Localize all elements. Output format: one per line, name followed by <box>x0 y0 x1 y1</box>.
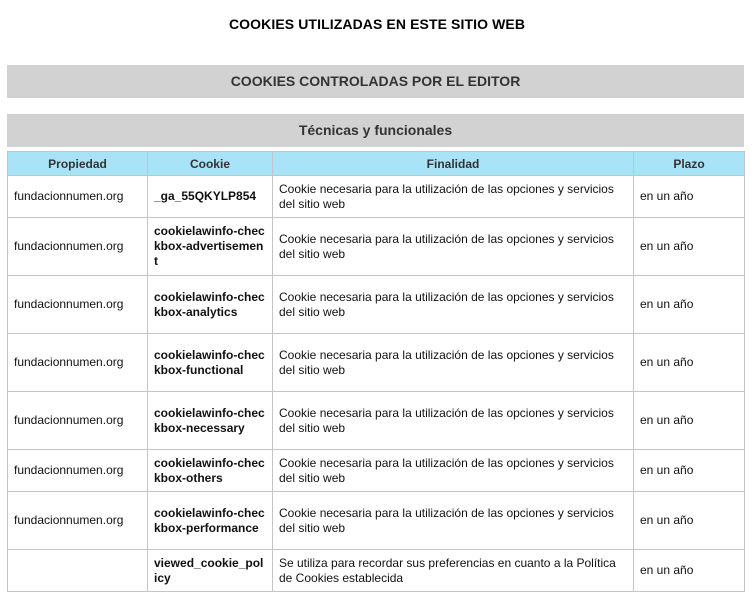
cell-finalidad: Cookie necesaria para la utilización de las opciones y servicios del sitio web <box>273 176 634 218</box>
cell-cookie: viewed_cookie_policy <box>148 550 273 592</box>
cell-cookie: cookielawinfo-checkbox-others <box>148 450 273 492</box>
table-header-row <box>8 152 745 176</box>
table-row <box>8 276 745 334</box>
cell-finalidad: Cookie necesaria para la utilización de las opciones y servicios del sitio web <box>273 276 634 334</box>
table-row <box>8 176 745 218</box>
table-row <box>8 492 745 550</box>
cell-propiedad: fundacionnumen.org <box>8 218 148 276</box>
cell-plazo: en un año <box>634 392 745 450</box>
cell-finalidad: Cookie necesaria para la utilización de las opciones y servicios del sitio web <box>273 334 634 392</box>
cell-plazo: en un año <box>634 176 745 218</box>
table-row <box>8 218 745 276</box>
cell-propiedad: fundacionnumen.org <box>8 492 148 550</box>
cell-finalidad: Cookie necesaria para la utilización de las opciones y servicios del sitio web <box>273 492 634 550</box>
cell-propiedad: fundacionnumen.org <box>8 276 148 334</box>
cell-plazo: en un año <box>634 450 745 492</box>
page-title: COOKIES UTILIZADAS EN ESTE SITIO WEB <box>228 16 526 32</box>
cell-propiedad: fundacionnumen.org <box>8 176 148 218</box>
header-propiedad: Propiedad <box>8 152 148 176</box>
cell-propiedad <box>8 550 148 592</box>
cell-plazo: en un año <box>634 550 745 592</box>
cell-propiedad: fundacionnumen.org <box>8 334 148 392</box>
header-cookie: Cookie <box>148 152 273 176</box>
cell-cookie: cookielawinfo-checkbox-analytics <box>148 276 273 334</box>
cookies-table <box>7 151 745 592</box>
cell-plazo: en un año <box>634 492 745 550</box>
cell-finalidad: Se utiliza para recordar sus preferencias en cuanto a la Política de Cookies establecida <box>273 550 634 592</box>
table-row <box>8 550 745 592</box>
cell-finalidad: Cookie necesaria para la utilización de las opciones y servicios del sitio web <box>273 218 634 276</box>
cell-plazo: en un año <box>634 276 745 334</box>
table-row <box>8 450 745 492</box>
section-header-tecnicas: Técnicas y funcionales <box>7 114 744 147</box>
cell-cookie: cookielawinfo-checkbox-functional <box>148 334 273 392</box>
header-finalidad: Finalidad <box>273 152 634 176</box>
cell-cookie: cookielawinfo-checkbox-performance <box>148 492 273 550</box>
cell-propiedad: fundacionnumen.org <box>8 450 148 492</box>
cell-plazo: en un año <box>634 218 745 276</box>
cell-cookie: cookielawinfo-checkbox-advertisement <box>148 218 273 276</box>
section-header-editor: COOKIES CONTROLADAS POR EL EDITOR <box>7 65 744 98</box>
cell-finalidad: Cookie necesaria para la utilización de las opciones y servicios del sitio web <box>273 392 634 450</box>
table-row <box>8 334 745 392</box>
cell-cookie: _ga_55QKYLP854 <box>148 176 273 218</box>
cell-plazo: en un año <box>634 334 745 392</box>
cell-propiedad: fundacionnumen.org <box>8 392 148 450</box>
cell-cookie: cookielawinfo-checkbox-necessary <box>148 392 273 450</box>
cell-finalidad: Cookie necesaria para la utilización de las opciones y servicios del sitio web <box>273 450 634 492</box>
header-plazo: Plazo <box>634 152 745 176</box>
table-row <box>8 392 745 450</box>
